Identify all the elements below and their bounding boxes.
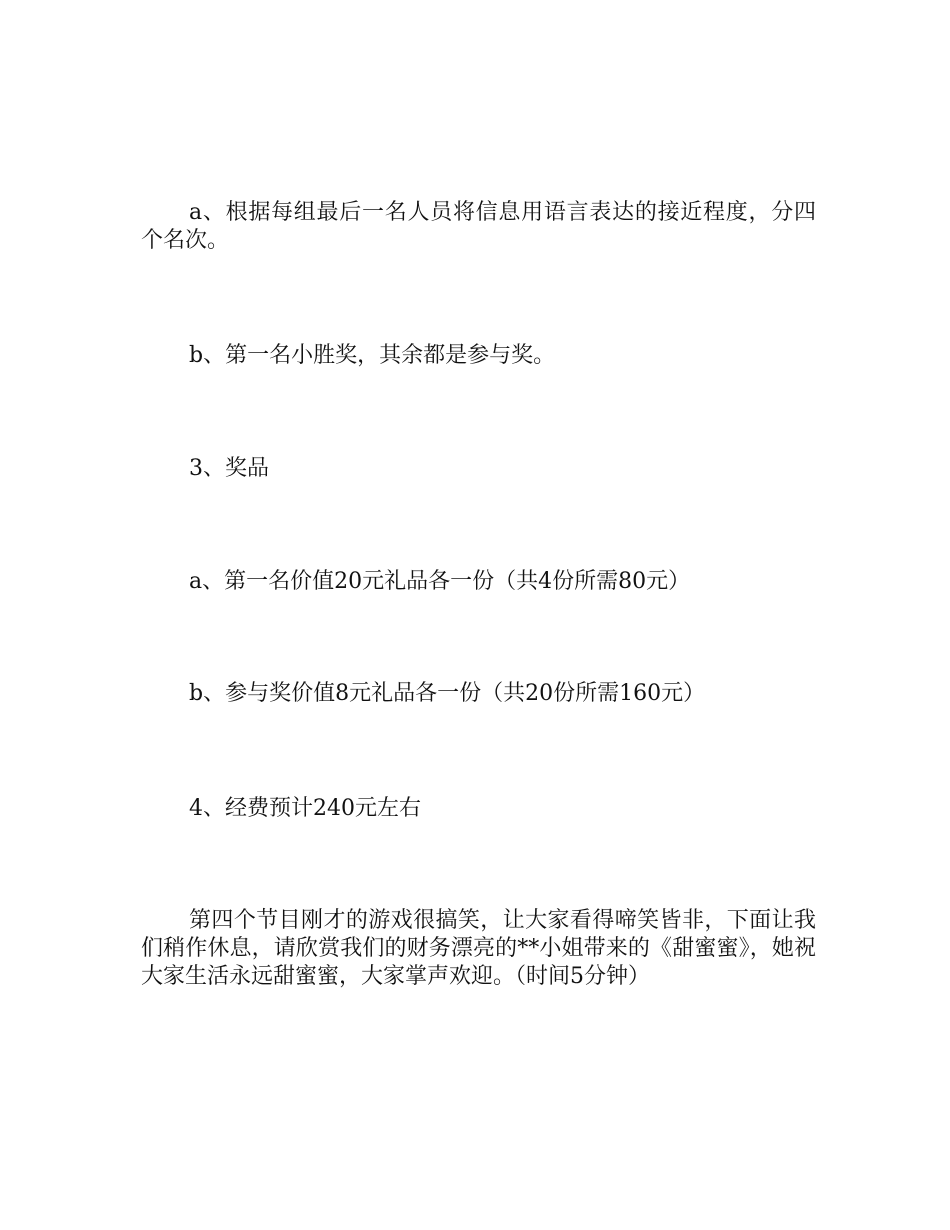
section-heading-prizes: 3、奖品 bbox=[189, 456, 269, 481]
paragraph-participation-prize: b、参与奖价值8元礼品各一份（共20份所需160元） bbox=[189, 681, 706, 706]
paragraph-ranking-rule: a、根据每组最后一名人员将信息用语言表达的接近程度，分四个名次。 bbox=[141, 200, 816, 253]
section-heading-budget: 4、经费预计240元左右 bbox=[189, 796, 421, 821]
paragraph-first-prize: a、第一名价值20元礼品各一份（共4份所需80元） bbox=[189, 569, 691, 594]
paragraph-award-types: b、第一名小胜奖，其余都是参与奖。 bbox=[189, 343, 556, 368]
paragraph-fourth-program: 第四个节目刚才的游戏很搞笑，让大家看得啼笑皆非，下面让我们稍作休息，请欣赏我们的财务漂亮的**小姐带来的《甜蜜蜜》，她祝大家生活永远甜蜜蜜，大家掌声欢迎。（时间5分钟） bbox=[141, 908, 816, 989]
